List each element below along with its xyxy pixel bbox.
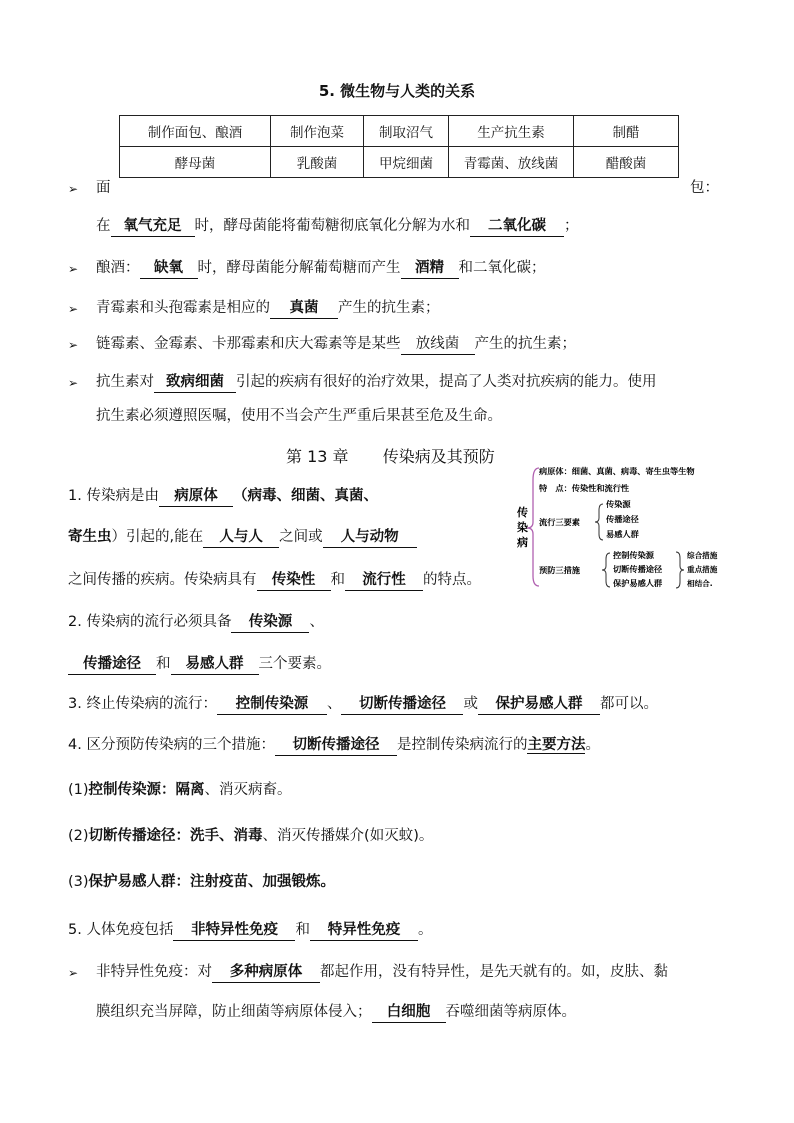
diagram-three-measures-label: 预防三措施 bbox=[539, 565, 580, 575]
table-cell: 生产抗生素 bbox=[449, 116, 574, 147]
table-cell: 青霉菌、放线菌 bbox=[449, 147, 574, 178]
text: 洗手、消毒 bbox=[190, 828, 263, 844]
table-cell: 醋酸菌 bbox=[574, 147, 679, 178]
nonspecific-line1 bbox=[96, 962, 668, 983]
text: 2. 传染病的流行必须具备 bbox=[68, 614, 232, 630]
bread-line bbox=[96, 216, 579, 237]
blank-answer: 二氧化碳 bbox=[470, 216, 564, 237]
chapter-title: 传染病及其预防 bbox=[382, 447, 495, 466]
blank-answer: 传染源 bbox=[231, 612, 309, 633]
table-cell: 酵母菌 bbox=[120, 147, 271, 178]
chapter-heading bbox=[286, 444, 495, 467]
table-cell: 制作面包、酿酒 bbox=[120, 116, 271, 147]
table-cell: 制作泡菜 bbox=[271, 116, 364, 147]
text: 5. 人体免疫包括 bbox=[68, 922, 174, 938]
blank-answer: 非特异性免疫 bbox=[173, 920, 295, 941]
text: 产生的抗生素； bbox=[474, 336, 576, 352]
diagram-root-char: 传 bbox=[517, 506, 528, 519]
text: 。 bbox=[417, 922, 433, 938]
measure-3 bbox=[68, 872, 335, 892]
text: (2) bbox=[68, 828, 89, 844]
measure-1 bbox=[68, 780, 292, 800]
blank-answer: 传播途径 bbox=[68, 654, 156, 675]
bullet-arrow-icon: ➢ bbox=[68, 262, 79, 276]
diagram-root-char: 染 bbox=[517, 521, 528, 534]
microbe-table bbox=[119, 115, 679, 178]
diagram-link: 传染源 bbox=[606, 499, 631, 509]
text: 切断传播途径： bbox=[88, 828, 191, 844]
q2-line2 bbox=[68, 654, 331, 675]
streptomycin-line bbox=[96, 334, 576, 355]
blank-answer: 放线菌 bbox=[401, 334, 475, 355]
table-cell: 甲烷细菌 bbox=[364, 147, 449, 178]
diagram-three-links-label: 流行三要素 bbox=[539, 517, 580, 527]
blank-answer: 流行性 bbox=[345, 570, 423, 591]
text: 和 bbox=[330, 572, 345, 588]
q2-line1 bbox=[68, 612, 324, 633]
text: 注射疫苗、加强锻炼。 bbox=[190, 874, 336, 890]
main-brace bbox=[527, 468, 539, 586]
text: 1. 传染病是由 bbox=[68, 488, 159, 504]
penicillin-line bbox=[96, 298, 440, 319]
blank-answer: 切断传播途径 bbox=[341, 694, 463, 715]
blank-answer: 缺氧 bbox=[140, 258, 198, 279]
diagram-pathogen: 病原体：细菌、真菌、病毒、寄生虫等生物 bbox=[539, 466, 695, 476]
q1-line1 bbox=[68, 486, 378, 507]
table-cell: 制取沼气 bbox=[364, 116, 449, 147]
antibiotic-line-2: 抗生素必须遵照医嘱，使用不当会产生严重后果甚至危及生命。 bbox=[96, 408, 502, 424]
text: 寄生虫 bbox=[68, 529, 112, 545]
nonspecific-line2 bbox=[96, 1002, 576, 1023]
diagram-root-char: 病 bbox=[517, 536, 528, 549]
text: ）引起的,能在 bbox=[111, 529, 204, 545]
diagram-note: 综合措施 bbox=[687, 551, 718, 560]
diagram-measure: 切断传播途径 bbox=[613, 564, 663, 574]
note-brace bbox=[676, 552, 684, 588]
text: （病毒、细菌、真菌、 bbox=[232, 488, 378, 504]
concept-map-diagram bbox=[513, 460, 743, 595]
text: 之间或 bbox=[279, 529, 323, 545]
text: 和 bbox=[156, 656, 171, 672]
q3-line bbox=[68, 694, 658, 715]
diagram-link: 易感人群 bbox=[606, 529, 639, 539]
q4-line bbox=[68, 735, 600, 756]
chapter-number: 第 13 章 bbox=[286, 447, 349, 466]
text: 保护易感人群： bbox=[88, 874, 191, 890]
text: 、 bbox=[309, 614, 324, 630]
blank-answer: 病原体 bbox=[159, 486, 233, 507]
links-brace bbox=[595, 504, 603, 540]
blank-answer: 致病细菌 bbox=[154, 372, 236, 393]
text: 4. 区分预防传染病的三个措施： bbox=[68, 737, 275, 753]
section-title: 5. 微生物与人类的关系 bbox=[318, 82, 476, 100]
blank-answer: 切断传播途径 bbox=[275, 735, 397, 756]
text: 在 bbox=[96, 218, 111, 234]
bread-label-right: 包： bbox=[690, 180, 719, 196]
diagram-measure: 控制传染源 bbox=[613, 550, 654, 560]
blank-answer: 控制传染源 bbox=[217, 694, 327, 715]
q1-line3 bbox=[68, 570, 481, 591]
text: 、消灭传播媒介(如灭蚊)。 bbox=[262, 828, 434, 844]
blank-answer: 氧气充足 bbox=[111, 216, 195, 237]
antibiotic-line bbox=[96, 372, 657, 393]
text: 膜组织充当屏障，防止细菌等病原体侵入； bbox=[96, 1004, 372, 1020]
blank-answer: 多种病原体 bbox=[212, 962, 320, 983]
blank-answer: 人与人 bbox=[203, 527, 279, 548]
table-cell: 制醋 bbox=[574, 116, 679, 147]
blank-answer: 人与动物 bbox=[323, 527, 417, 548]
text: (3) bbox=[68, 874, 89, 890]
text: 3. 终止传染病的流行： bbox=[68, 696, 217, 712]
blank-answer: 白细胞 bbox=[372, 1002, 446, 1023]
text: 青霉素和头孢霉素是相应的 bbox=[96, 300, 270, 316]
text: 是控制传染病流行的 bbox=[396, 737, 528, 753]
diagram-measure: 保护易感人群 bbox=[613, 578, 663, 588]
text: 时，酵母菌能分解葡萄糖而产生 bbox=[197, 260, 401, 276]
q1-line2 bbox=[68, 527, 417, 548]
bullet-arrow-icon: ➢ bbox=[68, 182, 79, 196]
text: 都起作用，没有特异性，是先天就有的。如，皮肤、黏 bbox=[320, 964, 668, 980]
text: 时，酵母菌能将葡萄糖彻底氧化分解为水和 bbox=[194, 218, 470, 234]
text: 都可以。 bbox=[599, 696, 658, 712]
wine-line bbox=[96, 258, 546, 279]
bread-label-left: 面 bbox=[96, 180, 111, 196]
table-cell: 乳酸菌 bbox=[271, 147, 364, 178]
text: 三个要素。 bbox=[258, 656, 331, 672]
bullet-arrow-icon: ➢ bbox=[68, 302, 79, 316]
text: 隔离 bbox=[175, 782, 205, 798]
text: 的特点。 bbox=[423, 572, 481, 588]
blank-answer: 酒精 bbox=[401, 258, 459, 279]
text: 或 bbox=[463, 696, 478, 712]
text: 主要方法 bbox=[527, 737, 586, 753]
text: 抗生素对 bbox=[96, 374, 154, 390]
text: 控制传染源： bbox=[88, 782, 176, 798]
bullet-arrow-icon: ➢ bbox=[68, 376, 79, 390]
blank-answer: 真菌 bbox=[270, 298, 338, 319]
diagram-note: 相结合. bbox=[687, 579, 713, 588]
text: 产生的抗生素； bbox=[338, 300, 440, 316]
text: 非特异性免疫：对 bbox=[96, 964, 212, 980]
text: 之间传播的疾病。传染病具有 bbox=[68, 572, 257, 588]
measures-brace bbox=[602, 553, 610, 587]
blank-answer: 特异性免疫 bbox=[310, 920, 418, 941]
text: 引起的疾病有很好的治疗效果，提高了人类对抗疾病的能力。使用 bbox=[236, 374, 657, 390]
text: 链霉素、金霉素、卡那霉素和庆大霉素等是某些 bbox=[96, 336, 401, 352]
diagram-note: 重点措施 bbox=[687, 565, 718, 574]
diagram-link: 传播途径 bbox=[606, 514, 639, 524]
bullet-arrow-icon: ➢ bbox=[68, 966, 79, 980]
text: 、 bbox=[326, 696, 342, 712]
measure-2 bbox=[68, 826, 433, 846]
blank-answer: 易感人群 bbox=[171, 654, 259, 675]
blank-answer: 保护易感人群 bbox=[478, 694, 600, 715]
text: 。 bbox=[585, 737, 600, 753]
blank-answer: 传染性 bbox=[257, 570, 331, 591]
text: (1) bbox=[68, 782, 89, 798]
text: 酿酒： bbox=[96, 260, 140, 276]
text: 吞噬细菌等病原体。 bbox=[445, 1004, 576, 1020]
bullet-arrow-icon: ➢ bbox=[68, 338, 79, 352]
text: 和二氧化碳； bbox=[458, 260, 546, 276]
q5-line bbox=[68, 920, 432, 941]
diagram-features: 特 点：传染性和流行性 bbox=[539, 483, 630, 493]
text: 、消灭病畜。 bbox=[204, 782, 292, 798]
table-row bbox=[120, 116, 679, 147]
text: ； bbox=[564, 218, 579, 234]
table-row bbox=[120, 147, 679, 178]
text: 和 bbox=[295, 922, 310, 938]
